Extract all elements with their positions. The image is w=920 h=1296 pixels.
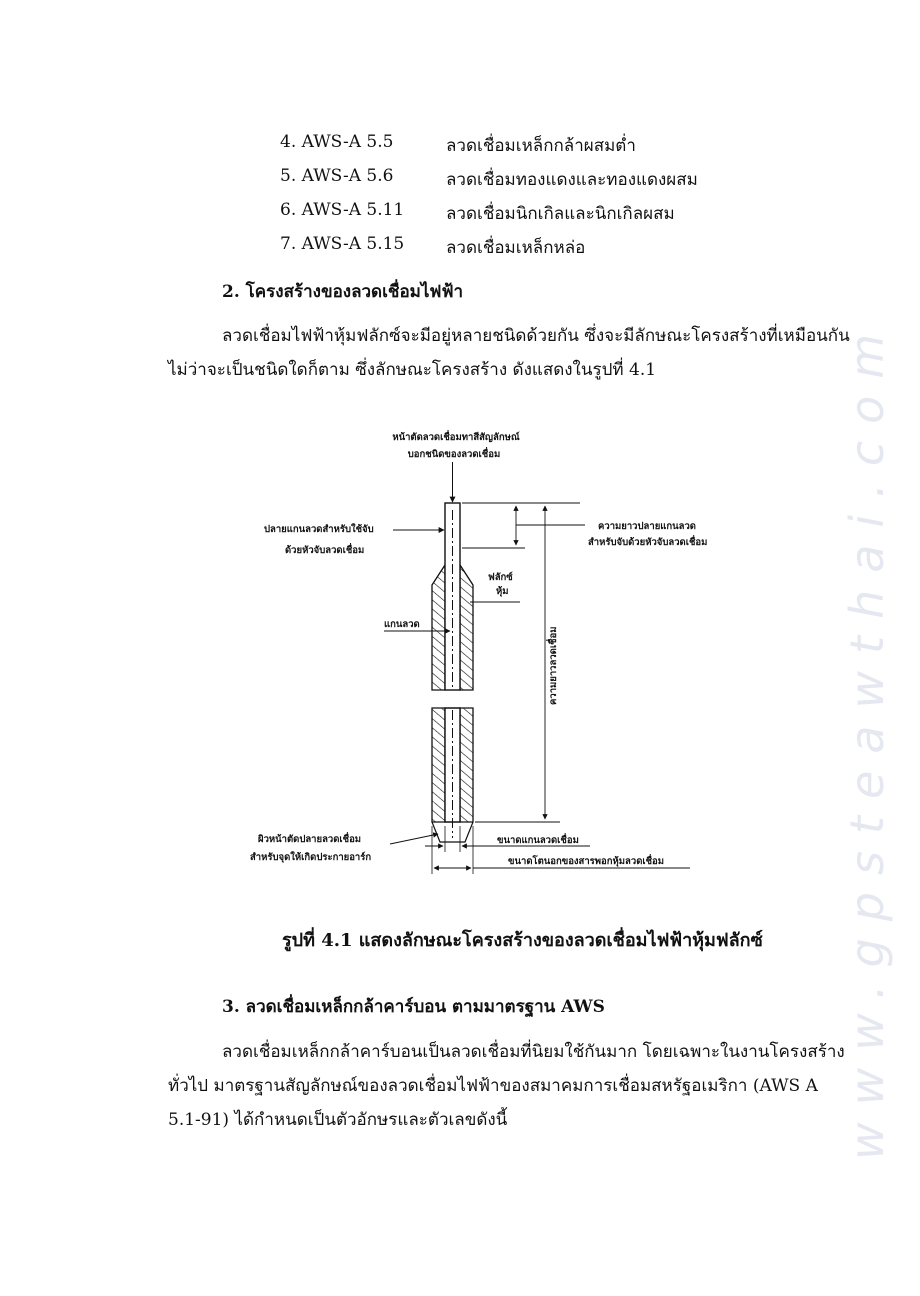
- standard-code: 6. AWS-A 5.11: [280, 200, 405, 220]
- label-electrode-length: ความยาวลวดเชื่อม: [548, 626, 559, 705]
- label-coated: หุ้ม: [496, 586, 509, 597]
- figure-caption: รูปที่ 4.1 แสดงลักษณะโครงสร้างของลวดเชื่อมไฟฟ้าหุ้มฟลักซ์: [282, 930, 763, 951]
- section-2-paragraph-line-1: ลวดเชื่อมไฟฟ้าหุ้มฟลักซ์จะมีอยู่หลายชนิดด้วยกัน ซึ่งจะมีลักษณะโครงสร้างที่เหมือนกัน: [222, 326, 850, 346]
- watermark: www.gpsteawthai.com: [840, 316, 894, 1160]
- label-stub-holder: ด้วยหัวจับลวดเชื่อม: [285, 545, 365, 556]
- label-flux: ฟลักซ์: [488, 572, 513, 583]
- section-2-paragraph-line-2: ไม่ว่าจะเป็นชนิดใดก็ตาม ซึ่งลักษณะโครงสร้าง ดังแสดงในรูปที่ 4.1: [168, 360, 657, 380]
- standard-description: ลวดเชื่อมเหล็กหล่อ: [446, 238, 586, 258]
- standard-code: 4. AWS-A 5.5: [280, 132, 394, 152]
- label-electrode-type: บอกชนิดของลวดเชื่อม: [407, 449, 501, 460]
- label-stub-end: ปลายแกนลวดสำหรับใช้จับ: [264, 524, 374, 535]
- standard-code: 7. AWS-A 5.15: [280, 234, 405, 254]
- standard-description: ลวดเชื่อมทองแดงและทองแดงผสม: [446, 170, 698, 190]
- label-tip-face: ผิวหน้าตัดปลายลวดเชื่อม: [258, 834, 362, 845]
- standard-description: ลวดเชื่อมนิกเกิลและนิกเกิลผสม: [446, 204, 675, 224]
- label-stub-length: ความยาวปลายแกนลวด: [598, 521, 696, 532]
- label-cross-section-paint: หน้าตัดลวดเชื่อมทาสีสัญลักษณ์: [392, 432, 520, 443]
- section-3-paragraph-line-2: ทั่วไป มาตรฐานสัญลักษณ์ของลวดเชื่อมไฟฟ้าของสมาคมการเชื่อมสหรัฐอเมริกา (AWS A: [168, 1076, 818, 1096]
- section-3-paragraph-line-1: ลวดเชื่อมเหล็กกล้าคาร์บอนเป็นลวดเชื่อมที่นิยมใช้กันมาก โดยเฉพาะในงานโครงสร้าง: [222, 1042, 845, 1062]
- label-core-wire: แกนลวด: [384, 619, 420, 630]
- standard-code: 5. AWS-A 5.6: [280, 166, 394, 186]
- label-core-size: ขนาดแกนลวดเชื่อม: [497, 835, 579, 846]
- standard-description: ลวดเชื่อมเหล็กกล้าผสมต่ำ: [446, 136, 636, 156]
- label-stub-length-holder: สำหรับจับด้วยหัวจับลวดเชื่อม: [588, 537, 708, 548]
- electrode-lower-section: [432, 708, 473, 842]
- section-2-heading: 2. โครงสร้างของลวดเชื่อมไฟฟ้า: [222, 282, 464, 302]
- label-arc-start: สำหรับจุดให้เกิดประกายอาร์ก: [250, 852, 372, 863]
- section-3-paragraph-line-3: 5.1-91) ได้กำหนดเป็นตัวอักษรและตัวเลขดังนี้: [168, 1110, 508, 1130]
- label-outer-size: ขนาดโตนอกของสารพอกหุ้มลวดเชื่อม: [508, 856, 665, 867]
- section-3-heading: 3. ลวดเชื่อมเหล็กกล้าคาร์บอน ตามมาตรฐาน AWS: [222, 997, 605, 1017]
- electrode-upper-section: [432, 503, 473, 690]
